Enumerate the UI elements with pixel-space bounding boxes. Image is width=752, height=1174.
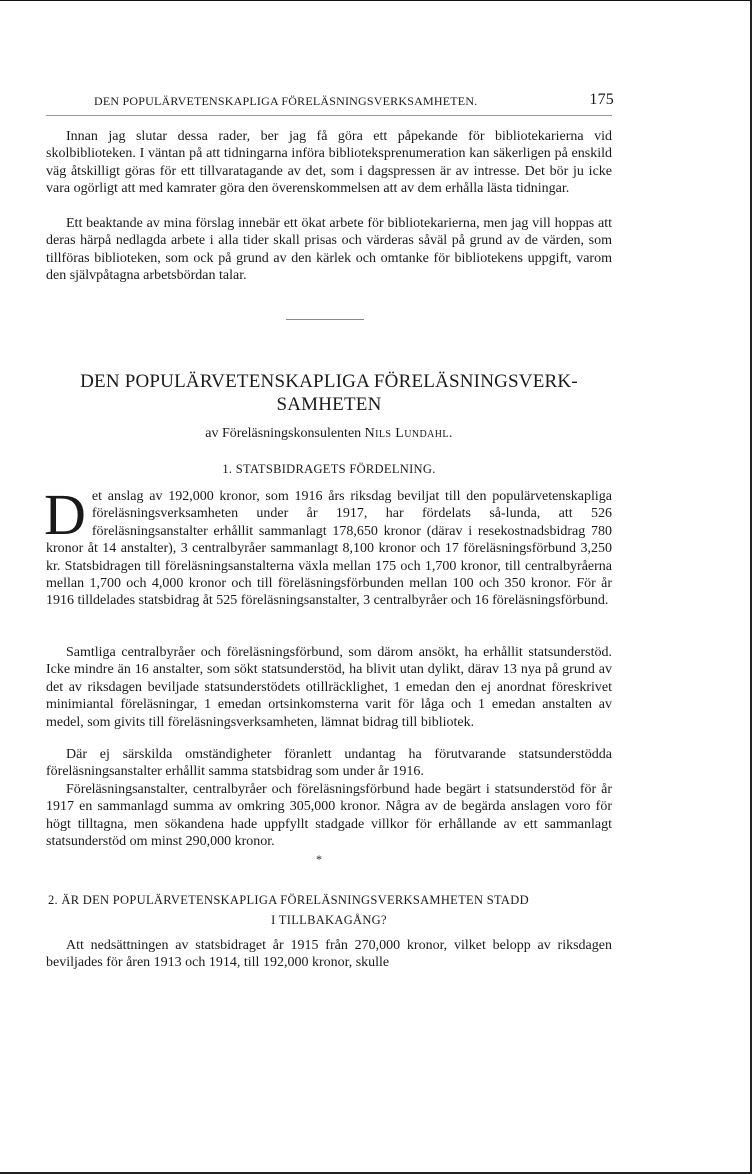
byline xyxy=(46,426,612,442)
byline-author: Nils Lundahl. xyxy=(364,426,453,441)
section-1-paragraph-3: Där ej särskilda omständigheter föranlett undantag ha förutvarande statsunderstödda föreläsningsanstalter erhållit samma statsbidrag som under år 1916. xyxy=(46,747,612,780)
section-2-heading-line-1: 2. ÄR DEN POPULÄRVETENSKAPLIGA FÖRELÄSNINGSVERKSAMHETEN STADD xyxy=(48,893,529,907)
section-end-asterisk: * xyxy=(316,852,322,866)
intro-paragraph-1: Innan jag slutar dessa rader, ber jag få göra ett påpekande för bibliotekarierna vid skolbiblioteken. I väntan på att tidningarna införa biblioteksprenumeration kan säkerligen på enskild väg åtskilligt göras för ett tillvaratagande av det, som i dagspressen är av intresse. Det bör ju icke vara ogörligt att med kamrater göra den överenskommelsen att av dem erhålla lästa tidningar. xyxy=(46,129,612,197)
article-title xyxy=(46,370,612,416)
article-title-line-2: SAMHETEN xyxy=(276,394,382,415)
section-1-paragraph-1-text: et anslag av 192,000 kronor, som 1916 års riksdag beviljat till den populärvetenskapliga föreläsningsverksamheten under år 1917, har fördelats så-lunda, att 526 föreläsningsanstalter erhållit sammanlagt 178,650 kronor (därav i resekostnadsbidrag 780 kronor åt 14 anstalter), 3 centralbyråer sammanlagt 8,100 kronor och 17 föreläsningsförbund 3,250 kr. Statsbidragen till föreläsningsanstalterna växla mellan 175 och 1,700 kronor, till centralbyråerna mellan 1,700 och 4,000 kronor och till föreläsningsförbunden mellan 100 och 350 kronor. För år 1916 tilldelades statsbidrag åt 525 föreläsningsanstalter, 3 centralbyråer och 16 föreläsningsförbund. xyxy=(46,489,612,609)
running-head-title: DEN POPULÄRVETENSKAPLIGA FÖRELÄSNINGSVERKSAMHETEN. xyxy=(94,94,478,108)
section-2-heading-line-2: I TILLBAKAGÅNG? xyxy=(271,913,387,927)
section-separator-rule xyxy=(286,319,364,320)
section-2-paragraph-1: Att nedsättningen av statsbidraget år 1915 från 270,000 kronor, vilket belopp av riksdagen beviljades för åren 1913 och 1914, till 192,000 kronor, skulle xyxy=(46,938,612,971)
section-1-paragraph-1 xyxy=(44,482,612,610)
section-1-paragraph-4: Föreläsningsanstalter, centralbyråer och föreläsningsförbund hade begärt i statsunderstöd för år 1917 en sammanlagd summa av omkring 305,000 kronor. Några av de begärda anslagen voro för högt tilltagna, men sökandena hade uppfyllt stadgade villkor för erhållande av ett sammanlagt statsunderstöd om minst 290,000 kronor. xyxy=(46,782,612,850)
article-title-line-1: DEN POPULÄRVETENSKAPLIGA FÖRELÄSNINGSVERK- xyxy=(80,371,578,392)
running-head xyxy=(46,92,614,112)
page-border-top xyxy=(0,0,752,1)
byline-prefix: av Föreläsningskonsulenten xyxy=(205,426,362,441)
running-head-rule xyxy=(46,115,612,116)
section-1-heading: 1. STATSBIDRAGETS FÖRDELNING. xyxy=(222,462,436,476)
page-number: 175 xyxy=(589,91,614,108)
intro-paragraph-2: Ett beaktande av mina förslag innebär ett ökat arbete för bibliotekarierna, men jag vill hoppas att deras härpå nedlagda arbete i alla tider skall prisas och värderas såväl på grund av de värden, som tillföras biblioteken, som ock på grund av den kärlek och omtanke för bibliotekens uppgift, varom den självpåtagna arbetsbördan talar. xyxy=(46,216,612,284)
section-2-heading xyxy=(46,890,612,930)
drop-cap: D xyxy=(44,482,86,547)
section-1-paragraph-2: Samtliga centralbyråer och föreläsningsförbund, som därom ansökt, ha erhållit statsunderstöd. Icke mindre än 16 anstalter, som sökt statsunderstöd, ha blivit utan dylikt, därav 13 nya på grund av det av riksdagen beviljade statsunderstödets otillräcklighet, 1 emedan den ej anordnat föreskrivet minimiantal föreläsningar, 1 emedan ortsinkomsterna varit för låga och 1 emedan anstalten av medel, som givits till föreläsningsverksamheten, lämnat bidrag till bibliotek. xyxy=(46,645,612,730)
